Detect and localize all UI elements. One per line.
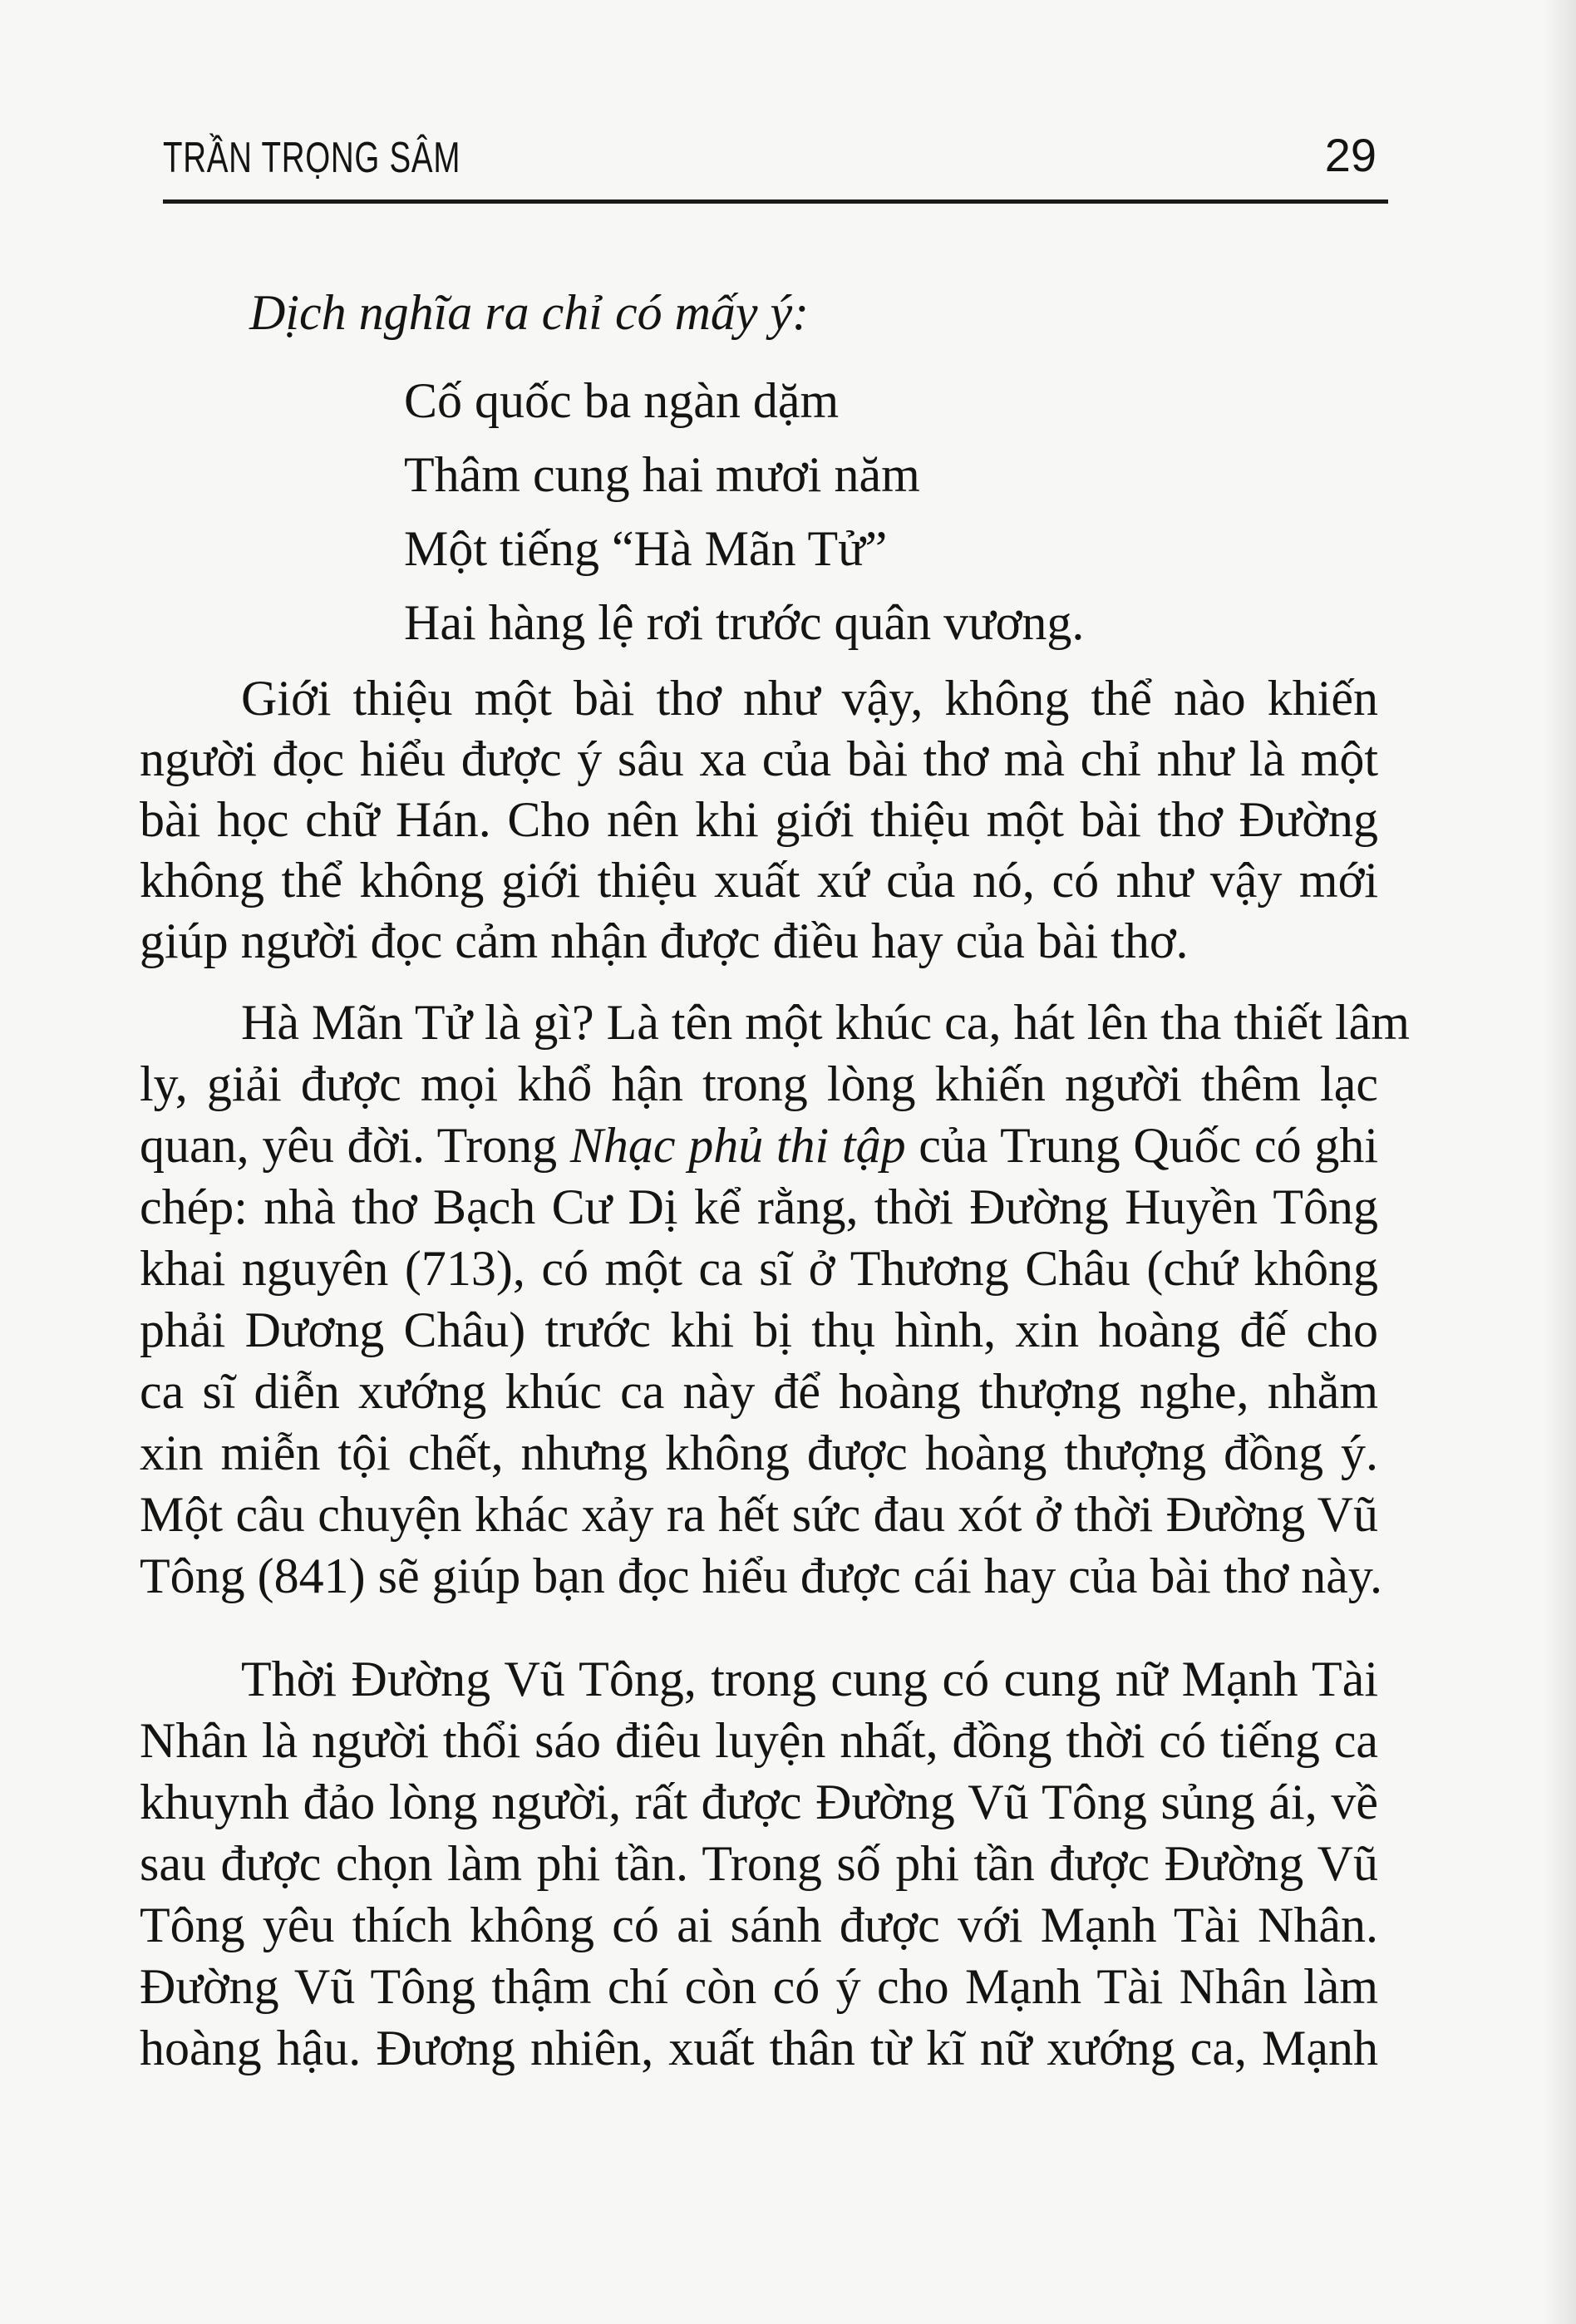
- paragraph-line: Nhân là người thổi sáo điêu luyện nhất, đồng thời có tiếng ca: [140, 1713, 1378, 1768]
- paragraph-line: khai nguyên (713), có một ca sĩ ở Thương Châu (chứ không: [140, 1241, 1378, 1296]
- paragraph-line: phải Dương Châu) trước khi bị thụ hình, xin hoàng đế cho: [140, 1302, 1378, 1357]
- translation-intro: Dịch nghĩa ra chỉ có mấy ý:: [249, 285, 810, 340]
- paragraph-line: sau được chọn làm phi tần. Trong số phi tần được Đường Vũ: [140, 1836, 1378, 1891]
- running-header-author: TRẦN TRỌNG SÂM: [163, 134, 461, 182]
- paragraph-line: Thời Đường Vũ Tông, trong cung có cung nữ Mạnh Tài: [241, 1652, 1378, 1706]
- paragraph-line: xin miễn tội chết, nhưng không được hoàng thượng đồng ý.: [140, 1425, 1378, 1480]
- running-header: [163, 116, 1377, 191]
- paragraph-line: ca sĩ diễn xướng khúc ca này để hoàng thượng nghe, nhằm: [140, 1364, 1378, 1419]
- paragraph-line: người đọc hiểu được ý sâu xa của bài thơ mà chỉ như là một: [140, 731, 1378, 786]
- paragraph-line: Đường Vũ Tông thậm chí còn có ý cho Mạnh Tài Nhân làm: [140, 1959, 1378, 2014]
- paragraph-line: Một câu chuyện khác xảy ra hết sức đau xót ở thời Đường Vũ: [140, 1487, 1378, 1542]
- header-rule: [163, 199, 1388, 204]
- page-number: 29: [1324, 129, 1377, 181]
- paragraph-line: giúp người đọc cảm nhận được điều hay của bài thơ.: [140, 913, 1189, 968]
- paragraph-line: không thể không giới thiệu xuất xứ của nó, có như vậy mới: [140, 853, 1378, 908]
- paragraph-line: Hà Mãn Tử là gì? Là tên một khúc ca, hát lên tha thiết lâm: [241, 995, 1410, 1050]
- page-edge-shadow: [1543, 0, 1576, 2324]
- paragraph-line: khuynh đảo lòng người, rất được Đường Vũ Tông sủng ái, về: [140, 1775, 1378, 1829]
- paragraph-line: [140, 1117, 1378, 1174]
- paragraph-line: chép: nhà thơ Bạch Cư Dị kể rằng, thời Đường Huyền Tông: [140, 1179, 1378, 1234]
- paragraph-line: ly, giải được mọi khổ hận trong lòng khiến người thêm lạc: [140, 1056, 1378, 1111]
- line-text: của Trung Quốc có ghi: [905, 1118, 1378, 1173]
- verse-line: Hai hàng lệ rơi trước quân vương.: [404, 595, 1085, 650]
- line-text: quan, yêu đời. Trong: [140, 1118, 570, 1173]
- paragraph-line: Tông (841) sẽ giúp bạn đọc hiểu được cái hay của bài thơ này.: [140, 1549, 1382, 1603]
- paragraph-line: hoàng hậu. Đương nhiên, xuất thân từ kĩ nữ xướng ca, Mạnh: [140, 2021, 1378, 2075]
- paragraph-line: Giới thiệu một bài thơ như vậy, không thể nào khiến: [241, 671, 1378, 726]
- book-title-italic: Nhạc phủ thi tập: [569, 1118, 906, 1173]
- paragraph-line: Tông yêu thích không có ai sánh được với Mạnh Tài Nhân.: [140, 1898, 1378, 1952]
- verse-line: Cố quốc ba ngàn dặm: [404, 373, 840, 428]
- verse-line: Thâm cung hai mươi năm: [404, 447, 920, 502]
- paragraph-line: bài học chữ Hán. Cho nên khi giới thiệu một bài thơ Đường: [140, 792, 1378, 847]
- verse-line: Một tiếng “Hà Mãn Tử”: [404, 521, 888, 576]
